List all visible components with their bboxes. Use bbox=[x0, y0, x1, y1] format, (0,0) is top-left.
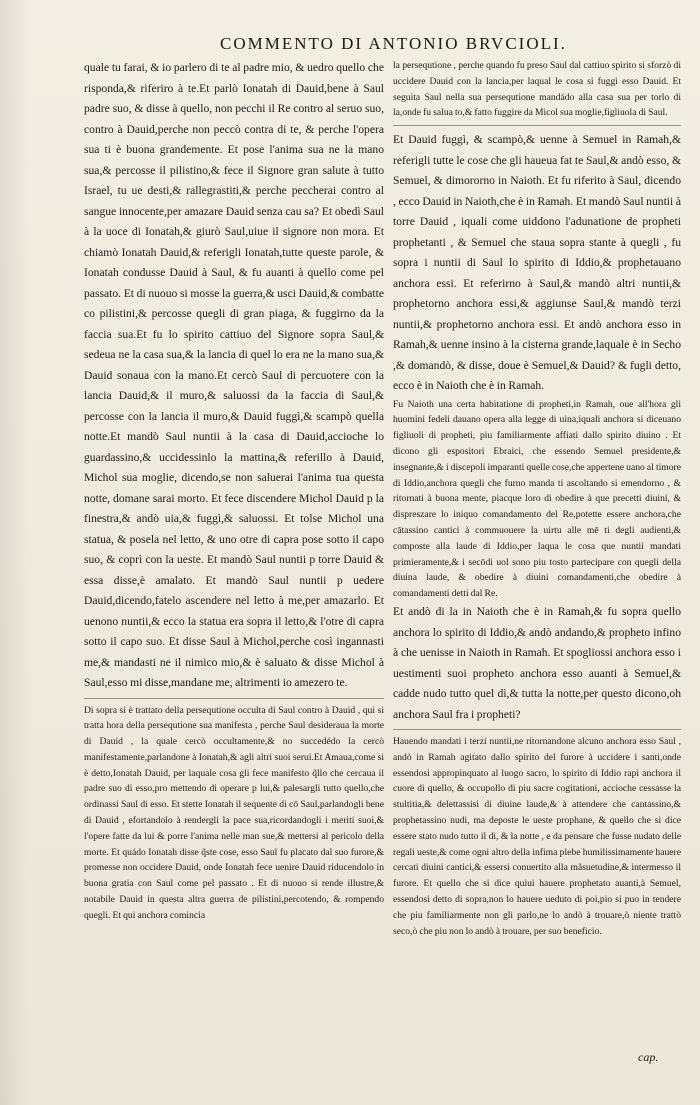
right-main-text-2: Et andò di la in Naioth che è in Ramah,& fu sopra quello anchora lo spirito di Iddio,& andò andando,& propheto infino à che uenisse in Naioth in Ramah. Et spogliossi anchora esso i uestimenti suoi propheto anchora esso auanti à Semuel,& cadde nudo tutto quel dì,& tutta la notte,per questo dicono,oh anchora Saul fra i propheti? bbox=[393, 605, 681, 721]
left-main-text: quale tu farai, & io parlero di te al padre mio, & uedro quello che risponda,& riferiro à te.Et parlò Ionatah di Dauid,bene à Saul padre suo, & disse à quello, non pecchi il Re contro al seruo suo, contro à Dauid,perche non peccò contra di te, & perche l'opera sua ti è buona grandemente. Et pose l'anima sua ne la mano sua,& percosse il pilistino,& fece il Signore gran salute à tutto Israel, tu ue desti,& rallegrastiti,& perche peccherai contro al sangue innocente,per amazare Dauid senza cau sa? Et obedì Saul à la uoce di Ionatah,& giurò Saul,uiue il signore non mora. Et chiamò Ionatah Dauid,& referigli Ionatah,tutte queste parole, & Ionatah condusse Dauid à Saul, & fu auanti à quello come pel passato. Et di nuouo si mosse la guerra,& usci Dauid,& combatte co pilistini,& percosse quegli di gran piaga, & fuggirno da la faccia sua.Et fu lo spirito cattiuo del Signore sopra Saul,& sedeua ne la casa sua,& la lancia di quel lo era ne la mano sua,& Dauid sonaua con la mano.Et cercò Saul di percuotere con la lancia Dauid,& il muro,& saluossi da la faccia di Saul,& percosse con la lancia il muro,& Dauid fuggì,& scampò quella notte.Et mandò Saul nuntii à la casa di Dauid,accioche lo guardassino,& uccidessinlo la mattina,& referillo à Dauid, Michol sua moglie, dicendo,se non saluerai l'anima tua questa notte, domane sarai morto. Et fece discendere Michol Dauid p la finestra,& andò uia,& fuggì,& saluossi. Et tolse Michol una statua, & posela nel letto, & uno otre di capra pose sotto il capo suo, & coprì con la ueste. Et mandò Saul nuntii p torre Dauid & essa disse,è amalato. Et mandò Saul nuntii p uedere Dauid,dicendo,fatelo ascendere nel letto à me,per amazarlo. Et uenono nuntii,& ecco la statua era sopra il letto,& l'otre di capra sotto il capo suo. Et disse Saul à Michol,perche così ingannasti me,& mandasti ne il nimico mio,& è saluato & disse Michol à Saul,esso mi disse,mandane me, altrimenti io amezero te. bbox=[84, 61, 384, 689]
divider bbox=[393, 125, 681, 126]
divider bbox=[84, 698, 384, 699]
left-commentary: Di sopra si è trattato della persequtione occulta di Saul contro à Dauid , qui si tratta hora della persequtione sua manifesta , perche Saul desideraua la morte di Dauid , la quale cercò occultamente,& no succedédo la cercò manifestamente,parlandone à Ionatah,& agli altri suoi serui.Et Amaua,come si è detto,Ionatah Dauid, per laquale cosa gli fece manifesto q̃llo che cercaua il padre suo di esso,pro mettendo di operare p lui,& palesargli tutto quello,che ordinassi Saul di esso. Et stette Ionatah il sequente di cō Saul,parlandogli bene di Dauid , efortandolo à rendergli la pace sua,ricordandogli i meriti suoi,& l'opere fatte da lui & porre l'anima nelle man sue,& mettersi al pericolo della morte. Et quádo Ionatah disse q̃ste cose, esso Saul fu placato dal suo furore,& promesse non occidere Dauid, onde Ionatah fece uenire Dauid riducendolo in buona gratia con Saul come pel passato . Et di nuouo si rende illustre,& notabile Dauid in questa altra guerra de pilistini,percotendo, & rompendo quegli. Et qui anchora comincia bbox=[84, 704, 384, 921]
running-title: COMMENTO DI ANTONIO BRVCIOLI. bbox=[220, 34, 567, 53]
catchword: cap. bbox=[638, 1050, 659, 1064]
right-main-text: Et Dauid fuggì, & scampò,& uenne à Semuel in Ramah,& referigli tutte le cose che gli haueua fat te Saul,& andò esso, & Semuel, & dimororno in Naioth. Et fu riferito à Saul, dicendo , ecco Dauid in Naioth,che è in Ramah. Et mandò Saul nuntii à torre Dauid , iquali come uiddono l'adunatione de propheti prophetanti , & Semuel che staua sopra stante à quegli , fu sopra i nuntii di Saul lo spirito di Iddio,& prophetauano anchora essi. Et referirno à Saul,& mandò altri nuntii,& prophetorno anchora essi,& aggiunse Saul,& mandò terzi nuntii,& prophetorno anchora essi. Et andò anchora esso in Ramah,& uenne insino à la cisterna grande,laquale è in Secho ,& domandò, & disse, doue è Semuel,& Dauid? & fugli detto, ecco è in Naioth che è in Ramah. bbox=[393, 133, 681, 393]
right-column bbox=[393, 58, 681, 939]
divider bbox=[393, 729, 681, 730]
right-commentary-mid: Fu Naioth una certa habitatione di propheti,in Ramah, oue all'hora gli huomini fedeli dauano opera alla legge di uina,iquali anchora si diceuano figliuoli di propheti, piu familiarmente affiati dallo spirito diuino . Et dicono gli espositori Ebraici, che essendo Semuel presidente,& insegnante,& i discepoli imparanti quelle cose,che appertene uano al timore di Iddio,anchora quegli che furno manda ti ascoltando si emendorno , & ritornati à buona mente, piacque loro di obedire à que precetti diuini, & dispreszare lo iniquo comandamento del Re,potette essere anchora,che cātassino cantici à commuouere la uirtu alle mē ti degli audienti,& composte alla laude di Iddio,per laqua le cosa que nuntii mandati primieramente,& i secōdi uol sono piu tosto partecipare con quegli della diuina laude, & obedire à diuini comandamenti,che obedire à comandamenti detti dal Re. bbox=[393, 398, 681, 600]
right-commentary-top: la persequtione , perche quando fu preso Saul dal cattiuo spirito si sforzò di uccidere Dauid con la lancia,per laqual le cosa si fuggì esso Dauid. Et seguita Saul nella sua persequtione mandádo alla casa sua per torlo di la,onde fu salua to,& fatto fuggire da Micol sua moglie,figliuola di Saul. bbox=[393, 60, 681, 119]
left-column bbox=[84, 58, 384, 924]
gutter-shadow bbox=[0, 0, 30, 1105]
right-commentary-bottom: Hauendo mandati i terzi nuntii,ne ritornandone alcuno anchora esso Saul , andò in Ramah agitato dallo spirito del furore à uccidere i santi,onde essendosi appropinquato al luogo sacro, lo spirito di Iddio rapì anchora il cuore di quello, & occupollo di piu sacre cogitationi, accioche cessasse la stultitia,& delettassisi di diuine laude,& à attendere che cantassino,& prophetassino nudi, ma deposte le ueste prophane, & quello che si dice essere stato nudo tutto il dì, & la notte , e da pensare che fusse nudato delle regali ueste,& come ogni altro della infima plebe humilissimamente hauere cercati diuini cantici,& essersi conuertito alla mãsuetudine,& intermesso il furore. Et quello che si dice quiui hauere prophetato auanti,à Semuel, essendosi detto di sopra,non lo hauere ueduto di poi,pio si puo in tendere che piu familiarmente non gli parlo,ne lo andò à trouare,ò niente trattò seco,ò che piu non lo andò à trouare, per suo beneficio. bbox=[393, 736, 681, 937]
